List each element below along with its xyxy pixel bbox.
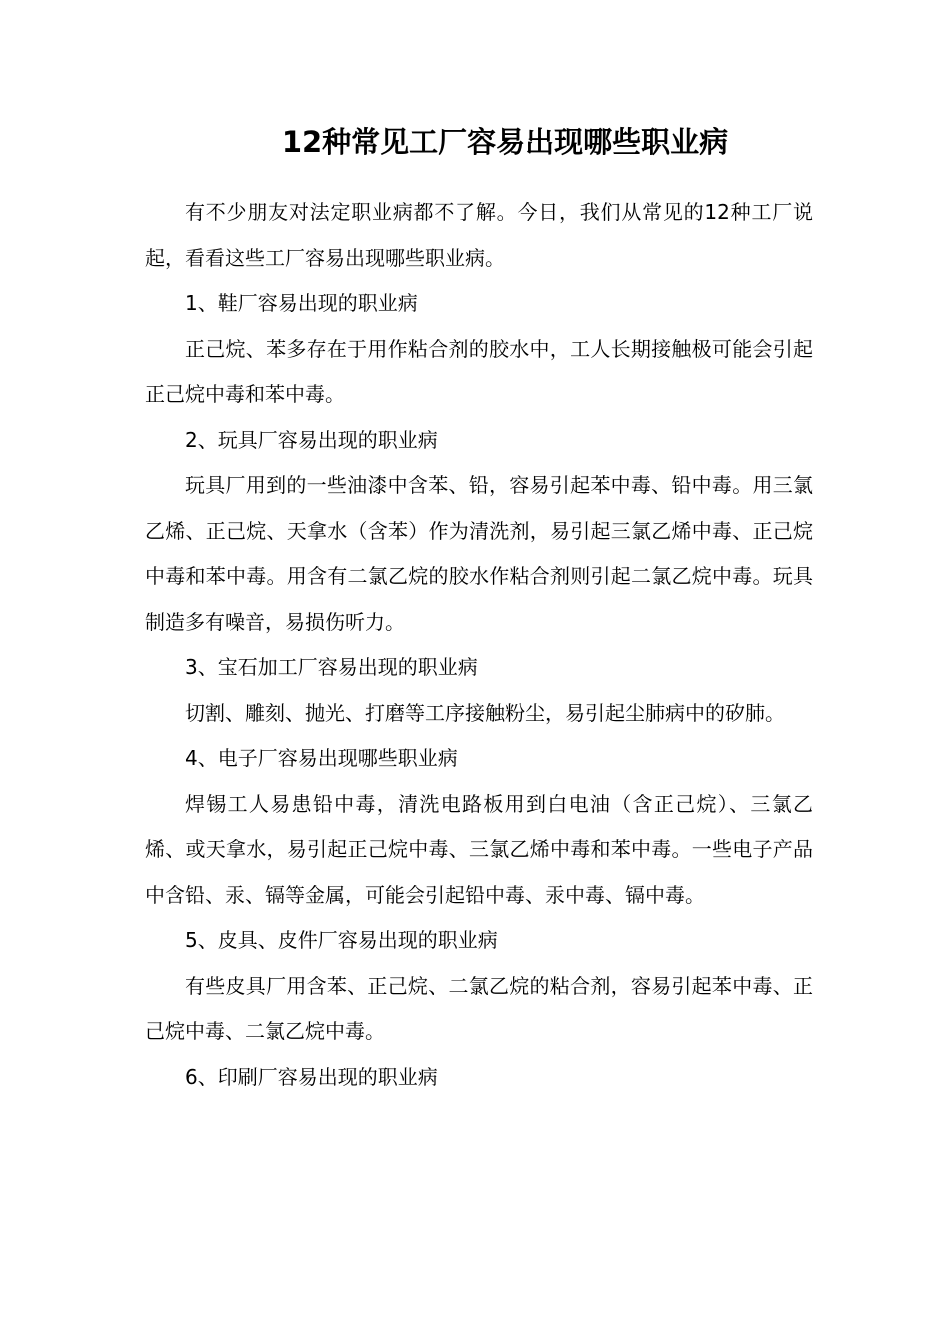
paragraph-gem-factory: 切割、雕刻、抛光、打磨等工序接触粉尘，易引起尘肺病中的矽肺。 — [185, 700, 785, 725]
section-heading-1: 1、鞋厂容易出现的职业病 — [185, 291, 418, 315]
section-heading-5: 5、皮具、皮件厂容易出现的职业病 — [185, 928, 498, 952]
document-title: 12种常见工厂容易出现哪些职业病 — [281, 125, 729, 159]
paragraph-intro: 有不少朋友对法定职业病都不了解。今日，我们从常见的12种工厂说起，看看这些工厂容易出现哪些职业病。 — [145, 200, 813, 270]
section-heading-6: 6、印刷厂容易出现的职业病 — [185, 1064, 438, 1089]
document-body — [145, 190, 813, 1100]
paragraph-shoe-factory: 正己烷、苯多存在于用作粘合剂的胶水中，工人长期接触极可能会引起正己烷中毒和苯中毒。 — [145, 336, 813, 406]
paragraph-leather-factory: 有些皮具厂用含苯、正己烷、二氯乙烷的粘合剂，容易引起苯中毒、正己烷中毒、二氯乙烷中毒。 — [145, 973, 813, 1043]
paragraph-toy-factory: 玩具厂用到的一些油漆中含苯、铅，容易引起苯中毒、铅中毒。用三氯乙烯、正己烷、天拿水（含苯）作为清洗剂，易引起三氯乙烯中毒、正己烷中毒和苯中毒。用含有二氯乙烷的胶水作粘合剂则引起二氯乙烷中毒。玩具制造多有噪音，易损伤听力。 — [145, 473, 813, 634]
paragraph-electronics-factory: 焊锡工人易患铅中毒，清洗电路板用到白电油（含正己烷）、三氯乙烯、或天拿水，易引起正己烷中毒、三氯乙烯中毒和苯中毒。一些电子产品中含铅、汞、镉等金属，可能会引起铅中毒、汞中毒、镉中毒。 — [145, 791, 813, 907]
section-heading-4: 4、电子厂容易出现哪些职业病 — [185, 746, 458, 770]
section-heading-3: 3、宝石加工厂容易出现的职业病 — [185, 655, 478, 679]
section-heading-2: 2、玩具厂容易出现的职业病 — [185, 427, 438, 452]
